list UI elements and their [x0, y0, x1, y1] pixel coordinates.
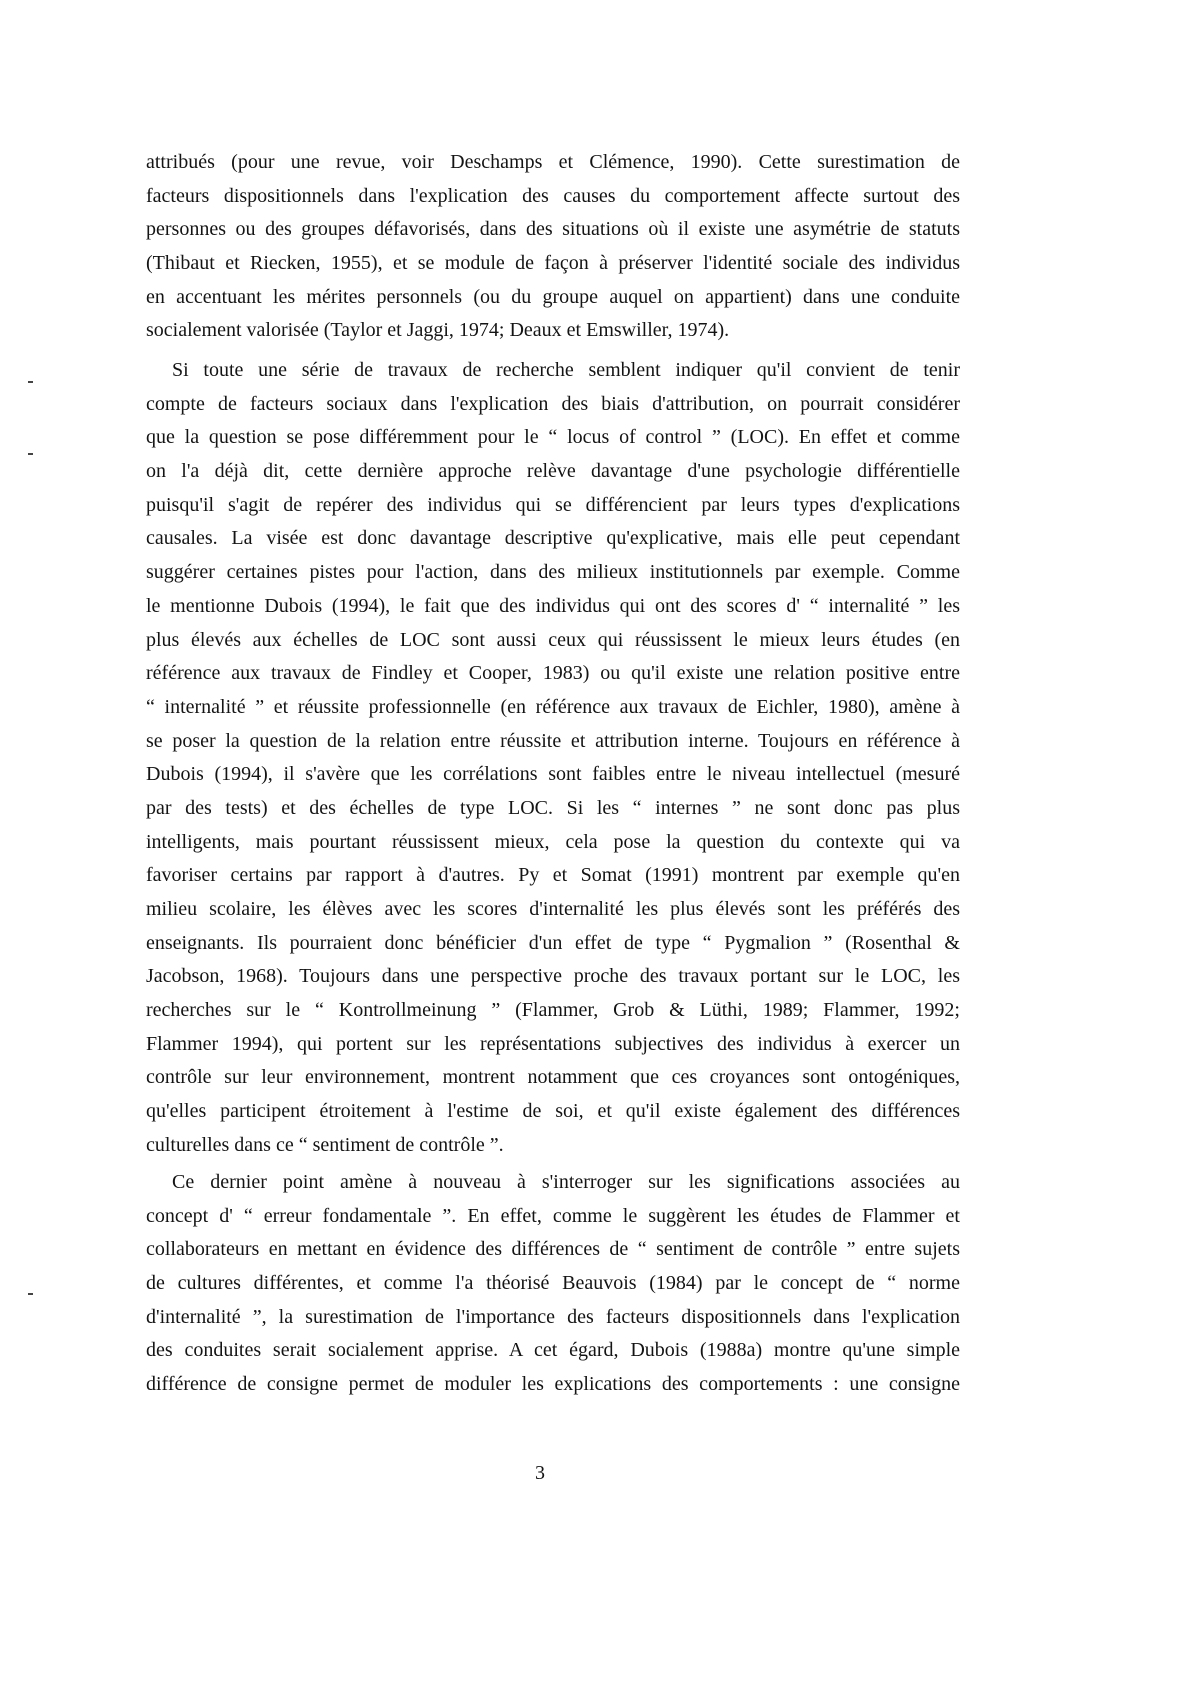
- text-line: milieu scolaire, les élèves avec les scores d'internalité les plus élevés sont les préférés des: [146, 898, 960, 920]
- text-line: contrôle sur leur environnement, montrent notamment que ces croyances sont ontogéniques,: [146, 1066, 960, 1089]
- text-line: Si toute une série de travaux de recherche semblent indiquer qu'il convient de tenir: [172, 359, 960, 381]
- text-line: culturelles dans ce “ sentiment de contrôle ”.: [146, 1133, 504, 1156]
- paragraph-2: [146, 354, 960, 1163]
- text-line: suggérer certaines pistes pour l'action, dans des milieux institutionnels par exemple. Comme: [146, 561, 960, 584]
- text-line: favoriser certains par rapport à d'autres. Py et Somat (1991) montrent par exemple qu'en: [146, 864, 960, 887]
- text-line: d'internalité ”, la surestimation de l'importance des facteurs dispositionnels dans l'explication: [146, 1305, 960, 1328]
- text-line: personnes ou des groupes défavorisés, dans des situations où il existe une asymétrie de statuts: [146, 218, 960, 241]
- text-line: Dubois (1994), il s'avère que les corrélations sont faibles entre le niveau intellectuel (mesuré: [146, 763, 960, 786]
- scan-mark: [28, 1293, 33, 1295]
- text-line: en accentuant les mérites personnels (ou du groupe auquel on appartient) dans une conduite: [146, 285, 960, 308]
- text-line: que la question se pose différemment pour le “ locus of control ” (LOC). En effet et comme: [146, 426, 960, 449]
- text-line: recherches sur le “ Kontrollmeinung ” (Flammer, Grob & Lüthi, 1989; Flammer, 1992;: [146, 999, 960, 1022]
- paragraph-3: [146, 1166, 960, 1402]
- text-line: enseignants. Ils pourraient donc bénéficier d'un effet de type “ Pygmalion ” (Rosenthal &: [146, 931, 960, 954]
- scan-mark: [28, 381, 33, 383]
- text-line: qu'elles participent étroitement à l'estime de soi, et qu'il existe également des différences: [146, 1100, 960, 1123]
- text-line: Flammer 1994), qui portent sur les représentations subjectives des individus à exercer un: [146, 1032, 960, 1055]
- paragraph-1: [146, 146, 960, 348]
- text-line: compte de facteurs sociaux dans l'explication des biais d'attribution, on pourrait considérer: [146, 392, 960, 415]
- text-line: plus élevés aux échelles de LOC sont aussi ceux qui réussissent le mieux leurs études (en: [146, 628, 960, 651]
- text-line: puisqu'il s'agit de repérer des individus qui se différencient par leurs types d'explications: [146, 493, 960, 516]
- text-line: par des tests) et des échelles de type LOC. Si les “ internes ” ne sont donc pas plus: [146, 796, 960, 819]
- page-number: 3: [535, 1462, 545, 1484]
- text-line: le mentionne Dubois (1994), le fait que des individus qui ont des scores d' “ internalité ” les: [146, 594, 960, 617]
- text-line: Ce dernier point amène à nouveau à s'interroger sur les significations associées au: [172, 1171, 960, 1193]
- text-line: (Thibaut et Riecken, 1955), et se module de façon à préserver l'identité sociale des individus: [146, 252, 960, 275]
- text-line: différence de consigne permet de moduler les explications des comportements : une consigne: [146, 1373, 960, 1396]
- text-line: concept d' “ erreur fondamentale ”. En effet, comme le suggèrent les études de Flammer et: [146, 1204, 960, 1227]
- text-line: on l'a déjà dit, cette dernière approche relève davantage d'une psychologie différentielle: [146, 460, 960, 483]
- text-line: se poser la question de la relation entre réussite et attribution interne. Toujours en référence à: [146, 729, 960, 752]
- text-line: référence aux travaux de Findley et Cooper, 1983) ou qu'il existe une relation positive entre: [146, 662, 960, 685]
- text-line: intelligents, mais pourtant réussissent mieux, cela pose la question du contexte qui va: [146, 830, 960, 853]
- text-line: socialement valorisée (Taylor et Jaggi, 1974; Deaux et Emswiller, 1974).: [146, 319, 730, 342]
- scan-mark: [28, 453, 33, 455]
- text-line: attribués (pour une revue, voir Deschamps et Clémence, 1990). Cette surestimation de: [146, 151, 960, 173]
- text-line: causales. La visée est donc davantage descriptive qu'explicative, mais elle peut cependant: [146, 527, 960, 550]
- text-line: des conduites serait socialement apprise. A cet égard, Dubois (1988a) montre qu'une simple: [146, 1339, 960, 1362]
- text-line: “ internalité ” et réussite professionnelle (en référence aux travaux de Eichler, 1980), amène à: [146, 695, 960, 718]
- text-line: facteurs dispositionnels dans l'explication des causes du comportement affecte surtout des: [146, 184, 960, 207]
- text-line: Jacobson, 1968). Toujours dans une perspective proche des travaux portant sur le LOC, les: [146, 965, 960, 988]
- text-line: de cultures différentes, et comme l'a théorisé Beauvois (1984) par le concept de “ norme: [146, 1272, 960, 1295]
- text-line: collaborateurs en mettant en évidence des différences de “ sentiment de contrôle ” entre sujets: [146, 1238, 960, 1261]
